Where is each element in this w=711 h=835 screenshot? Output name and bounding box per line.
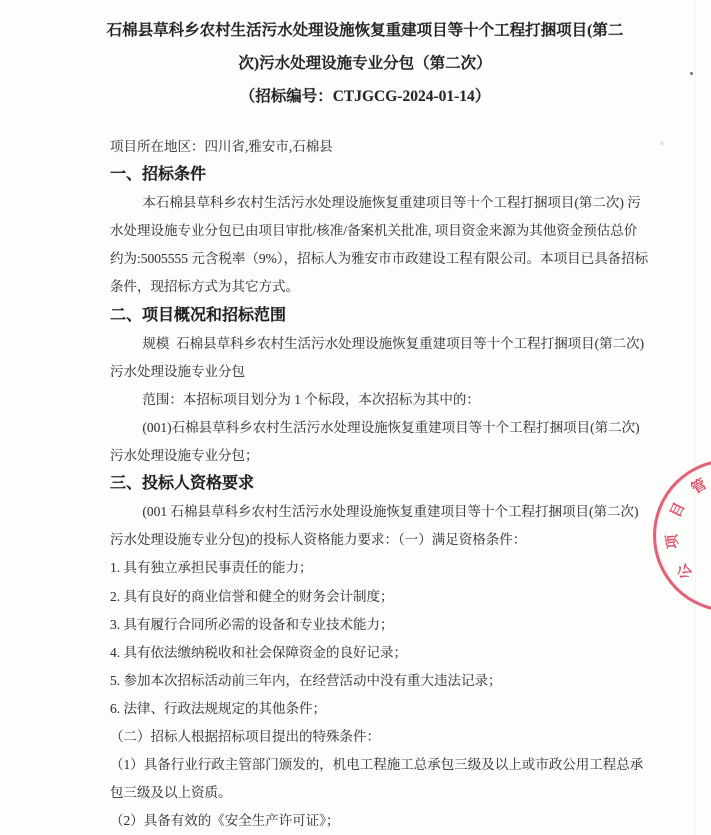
scan-speck [660, 141, 664, 145]
text-line: 污水处理设施专业分包)的投标人资格能力要求：（一）满足资格条件： [110, 532, 527, 548]
text-line: 水处理设施专业分包已由项目审批/核准/备案机关批准, 项目资金来源为其他资金预估总价 [110, 223, 638, 239]
text-line: 5. 参加本次招标活动前三年内，在经营活动中没有重大违法记录； [110, 672, 502, 688]
text-line: (001 石棉县草科乡农村生活污水处理设施恢复重建项目等十个工程打捆项目(第二次) [142, 504, 639, 520]
text-line: 规模 石棉县草科乡农村生活污水处理设施恢复重建项目等十个工程打捆项目(第二次) [142, 335, 645, 351]
text-line: 条件，现招标方式为其它方式。 [110, 279, 299, 295]
text-line: 4. 具有依法缴纳税收和社会保障资金的良好记录； [110, 644, 407, 660]
text-line: 约为:5005555 元含税率（9%），招标人为雅安市市政建设工程有限公司。本项目已具备招标 [110, 251, 649, 267]
text-line: (001)石棉县草科乡农村生活污水处理设施恢复重建项目等十个工程打捆项目(第二次) [142, 419, 640, 435]
seal-character: 目 [667, 500, 689, 521]
text-line: 污水处理设施专业分包； [110, 448, 259, 464]
text-line: 本石棉县草科乡农村生活污水处理设施恢复重建项目等十个工程打捆项目(第二次) 污 [142, 195, 641, 211]
tender-number-line: （招标编号：CTJGCG-2024-01-14） [239, 88, 491, 105]
section-heading: 三、投标人资格要求 [110, 475, 255, 493]
document-title-line: 次)污水处理设施专业分包（第二次） [238, 55, 492, 72]
scan-speck [690, 72, 693, 75]
document-body [110, 133, 649, 835]
text-line: 污水处理设施专业分包 [110, 363, 245, 379]
text-line: 范围：本招标项目划分为 1 个标段，本次招标为其中的： [142, 391, 480, 407]
section-heading: 二、项目概况和招标范围 [110, 306, 287, 324]
text-line: 1. 具有独立承担民事责任的能力； [110, 560, 313, 576]
text-line: 2. 具有良好的商业信誉和健全的财务会计制度； [110, 588, 394, 604]
seal-character: 项 [664, 533, 682, 550]
scan-fold-line [695, 0, 696, 835]
seal-character: 管 [688, 476, 710, 498]
text-line: 3. 具有履行合同所必需的设备和专业技术能力； [110, 616, 394, 632]
text-line: 项目所在地区：四川省,雅安市,石棉县 [110, 139, 333, 154]
document-title-line: 石棉县草科乡农村生活污水处理设施恢复重建项目等十个工程打捆项目(第二 [106, 22, 624, 39]
text-line: （二）招标人根据招标项目提出的特殊条件： [110, 728, 380, 744]
text-line: （2）具备有效的《安全生产许可证》； [110, 813, 340, 829]
text-line: 6. 法律、行政法规规定的其他条件； [110, 700, 326, 716]
text-line: （1）具备行业行政主管部门颁发的，机电工程施工总承包三级及以上或市政公用工程总承 [110, 757, 644, 773]
seal-character: 公 [674, 560, 696, 582]
section-heading: 一、招标条件 [110, 166, 207, 184]
text-line: 包三级及以上资质。 [110, 785, 232, 801]
document-title [85, 14, 645, 113]
seal-ring [653, 459, 711, 612]
